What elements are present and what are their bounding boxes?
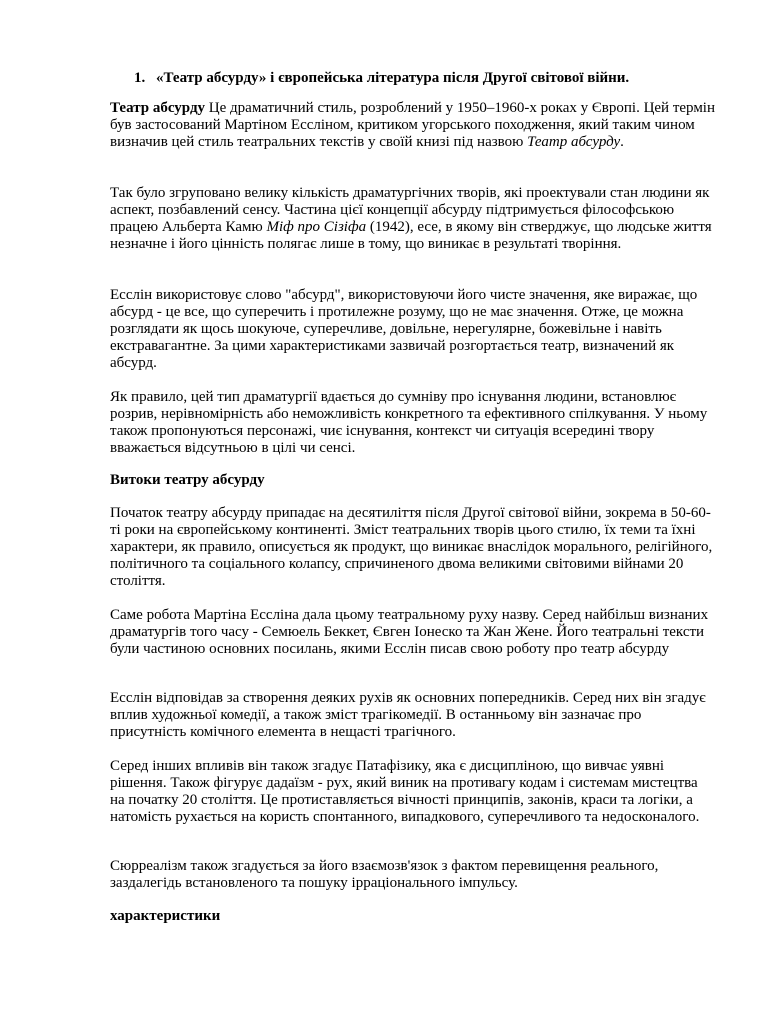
- paragraph-absurd-word: Есслін використовує слово "абсурд", використовуючи його чисте значення, яке виражає, що абсурд - це все, що суперечить і протилежне розуму, що не має значення. Отже, це можна розглядати як щось шокуюче, суперечливе, довільне, нерегулярне, божевільне і навіть екстравагантне. За цими характеристиками зазвичай розгортається театр, визначений як абсурд.: [110, 287, 698, 371]
- section-heading: [134, 70, 734, 87]
- paragraph-intro: Театр абсурду Це драматичний стиль, розроблений у 1950–1960-х роках у Європі. Цей термін був застосований Мартіном Ессліном, критиком угорського походження, який таким чином визначив цей стиль театральних текстів у своїй книзі під назвою Театр абсурду.: [110, 100, 716, 150]
- book-title: Міф про Сізіфа: [266, 219, 367, 235]
- paragraph-predecessors: Есслін відповідав за створення деяких рухів як основних попередників. Серед них він згадує вплив художньої комедії, а також зміст трагікомедії. В останньому він зазначає про присутність комічного елемента в нещасті трагічного.: [110, 690, 706, 740]
- paragraph-surrealism: Сюрреалізм також згадується за його взаємозв'язок з фактом перевищення реального, заздалегідь встановленого та пошуку ірраціонального імпульсу.: [110, 858, 659, 891]
- paragraph-drama-type: Як правило, цей тип драматургії вдається до сумніву про існування людини, встановлює розрив, нерівномірність або неможливість конкретного та ефективного спілкування. У ньому також пропонуються персонажі, чиє існування, контекст чи ситуація всередині твору вважається відсутньою в цілі чи сенсі.: [110, 389, 708, 456]
- subheading-origins: Витоки театру абсурду: [110, 472, 265, 488]
- paragraph-camus: Так було згруповано велику кількість драматургічних творів, які проектували стан людини як аспект, позбавлений сенсу. Частина цієї концепції абсурду підтримується філософською працею Альберта Камю Міф про Сізіфа (1942), есе, в якому він стверджує, що людське життя незначне і його цінність полягає лише в тому, що виникає в результаті творіння.: [110, 185, 712, 252]
- paragraph-esslin-work: Саме робота Мартіна Ессліна дала цьому театральному руху назву. Серед найбільш визнаних драматургів того часу - Семюель Беккет, Євген Іонеско та Жан Жене. Його театральні тексти були частиною основних посилань, якими Есслін писав свою роботу про театр абсурду: [110, 607, 709, 657]
- term-bold: Театр абсурду: [110, 100, 206, 116]
- book-title: Театр абсурду: [527, 134, 621, 150]
- paragraph-influences: Серед інших впливів він також згадує Патафізику, яка є дисципліною, що вивчає уявні рішення. Також фігурує дадаїзм - рух, який виник на противагу кодам і системам мистецтва на початку 20 століття. Це протиставляється вічності принципів, законів, краси та логіки, а натомість рухається на користь спонтанного, випадкового, суперечливого та недосконалого.: [110, 758, 700, 825]
- subheading-characteristics: характеристики: [110, 908, 221, 924]
- section-number: 1.: [134, 70, 146, 86]
- section-title: «Театр абсурду» і європейська література після Другої світової війни.: [156, 70, 630, 86]
- paragraph-origins: Початок театру абсурду припадає на десятиліття після Другої світової війни, зокрема в 50-60-ті роки на європейському континенті. Зміст театральних творів цього стилю, їх теми та їхні характери, як правило, описується як продукт, що виникає внаслідок морального, релігійного, політичного та соціального колапсу, спричиненого двома великими світовими війнами 20 століття.: [110, 505, 713, 589]
